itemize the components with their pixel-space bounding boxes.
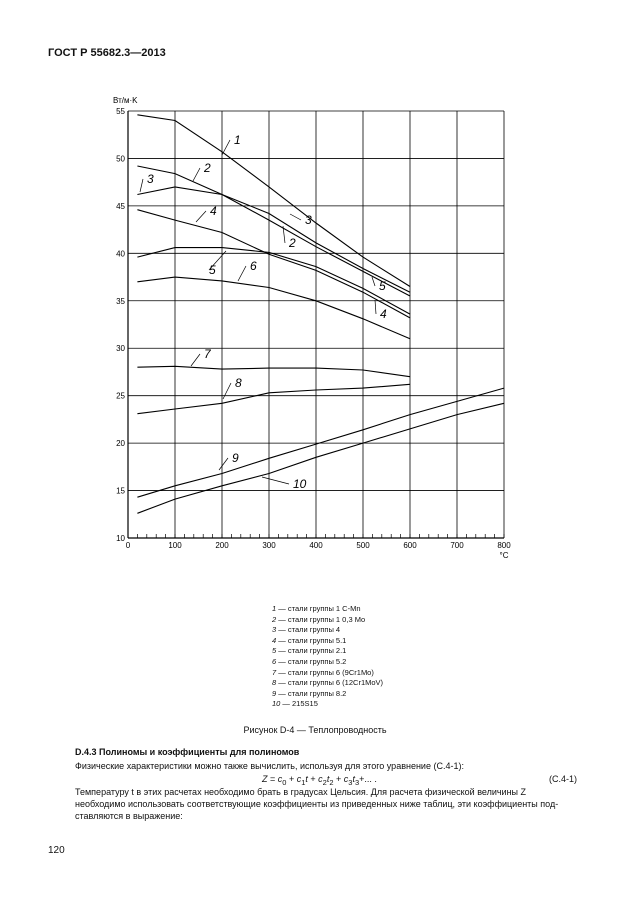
curve-leader-line [219, 458, 228, 470]
legend-item-text: — 215S15 [280, 699, 318, 709]
y-tick-label: 15 [116, 486, 125, 496]
y-tick-label: 25 [116, 391, 125, 401]
curve-label-8: 8 [235, 376, 242, 390]
y-axis-label: Вт/м·K [113, 96, 138, 105]
curve-label-1: 1 [234, 133, 241, 147]
legend-item [272, 678, 383, 689]
legend-item-number: 8 [272, 678, 277, 688]
paragraph-1: Физические характеристики можно также вычислить, используя для этого уравнение (С.4-1): [75, 761, 464, 771]
legend-item-number: 2 [272, 614, 277, 624]
legend-item [272, 615, 383, 626]
curve-leader-line [193, 168, 200, 181]
x-tick-label: 700 [450, 541, 464, 550]
legend-item [272, 646, 383, 657]
curve-leader-line [191, 354, 200, 366]
series-line-3 [137, 187, 410, 292]
curve-label-5: 5 [209, 263, 216, 277]
legend-item-text: — стали группы 1 0,3 Mo [276, 614, 366, 624]
x-axis-label: °C [499, 551, 509, 560]
legend-item [272, 604, 383, 615]
legend-item [272, 689, 383, 700]
x-tick-label: 800 [497, 541, 511, 550]
legend-item-number: 1 [272, 604, 277, 613]
curve-label-9: 9 [232, 451, 239, 465]
legend-item [272, 668, 383, 679]
x-tick-label: 0 [125, 541, 131, 550]
series-line-2 [137, 166, 410, 296]
legend-item-number: 9 [272, 688, 277, 698]
y-tick-label: 40 [116, 249, 125, 259]
paragraph-2-line-3: ставляются в выражение: [75, 811, 183, 821]
legend-item-number: 10 [272, 699, 281, 709]
legend-item-text: — стали группы 8.2 [276, 688, 347, 698]
series-line-5 [137, 248, 410, 315]
x-tick-label: 300 [262, 541, 276, 550]
series-line-7 [137, 366, 410, 376]
y-tick-label: 35 [116, 296, 125, 306]
curve-label-7: 7 [204, 347, 211, 361]
y-tick-label: 45 [116, 201, 125, 211]
chart-legend [272, 604, 383, 710]
series-line-10 [137, 403, 504, 513]
x-tick-label: 600 [403, 541, 417, 550]
y-tick-label: 30 [116, 344, 125, 354]
y-tick-label: 55 [116, 107, 125, 116]
legend-item-text: — стали группы 1 C-Mn [276, 604, 361, 613]
section-title: D.4.3 Полиномы и коэффициенты для полиномов [75, 747, 300, 757]
legend-item-number: 6 [272, 656, 277, 666]
curve-label-3: 3 [305, 213, 312, 227]
y-tick-label: 20 [116, 439, 125, 449]
document-header: ГОСТ Р 55682.3—2013 [48, 47, 166, 59]
legend-item-text: — стали группы 4 [276, 625, 341, 635]
curve-leader-line [238, 266, 246, 281]
legend-item [272, 636, 383, 647]
curve-leader-line [222, 140, 230, 155]
curve-label-4: 4 [380, 307, 387, 321]
legend-item-text: — стали группы 5.1 [276, 635, 347, 645]
series-line-4 [137, 210, 410, 318]
curve-label-6: 6 [250, 259, 257, 273]
legend-item-number: 3 [272, 625, 277, 635]
x-tick-label: 500 [356, 541, 370, 550]
curve-label-3: 3 [147, 172, 154, 186]
legend-item-number: 5 [272, 646, 277, 656]
series-line-6 [137, 277, 410, 339]
curve-label-10: 10 [293, 477, 307, 491]
y-tick-label: 10 [116, 534, 125, 543]
x-tick-label: 200 [215, 541, 229, 550]
legend-item-number: 4 [272, 635, 277, 645]
curve-leader-line [196, 211, 206, 222]
legend-item [272, 699, 383, 710]
equation: $Z = c_0 + c_1t + c_2t_2 + c_3t_3+$... . [262, 774, 377, 787]
curve-label-5: 5 [379, 279, 386, 293]
legend-item-text: — стали группы 6 (9Cr1Mo) [276, 667, 374, 677]
x-tick-label: 100 [168, 541, 182, 550]
x-tick-label: 400 [309, 541, 323, 550]
curve-label-4: 4 [210, 204, 217, 218]
curve-leader-line [223, 383, 231, 399]
legend-item-text: — стали группы 2.1 [276, 646, 347, 656]
y-tick-label: 50 [116, 154, 125, 164]
legend-item-text: — стали группы 6 (12Cr1MoV) [276, 678, 384, 688]
curve-label-2: 2 [289, 236, 296, 250]
curve-leader-line [262, 477, 289, 484]
series-line-1 [137, 115, 410, 287]
paragraph-2-line-1: Температуру t в этих расчетах необходимо брать в градусах Цельсия. Для расчета физической величины Z [75, 787, 527, 797]
legend-item [272, 625, 383, 636]
legend-item-text: — стали группы 5.2 [276, 656, 347, 666]
series-line-9 [137, 388, 504, 497]
figure-caption: Рисунок D-4 — Теплопроводность [243, 725, 387, 735]
page-number: 120 [48, 845, 65, 856]
curve-leader-line [375, 300, 376, 314]
series-line-8 [137, 384, 410, 413]
curve-leader-line [290, 214, 301, 220]
equation-number: (C.4-1) [549, 774, 578, 784]
curve-leader-line [140, 179, 143, 192]
curve-leader-line [372, 277, 375, 286]
legend-item-number: 7 [272, 667, 277, 677]
legend-item [272, 657, 383, 668]
paragraph-2-line-2: необходимо использовать соответствующие коэффициенты из приведенных ниже таблиц, эти коэффициенты под- [75, 799, 559, 809]
curve-label-2: 2 [204, 161, 211, 175]
